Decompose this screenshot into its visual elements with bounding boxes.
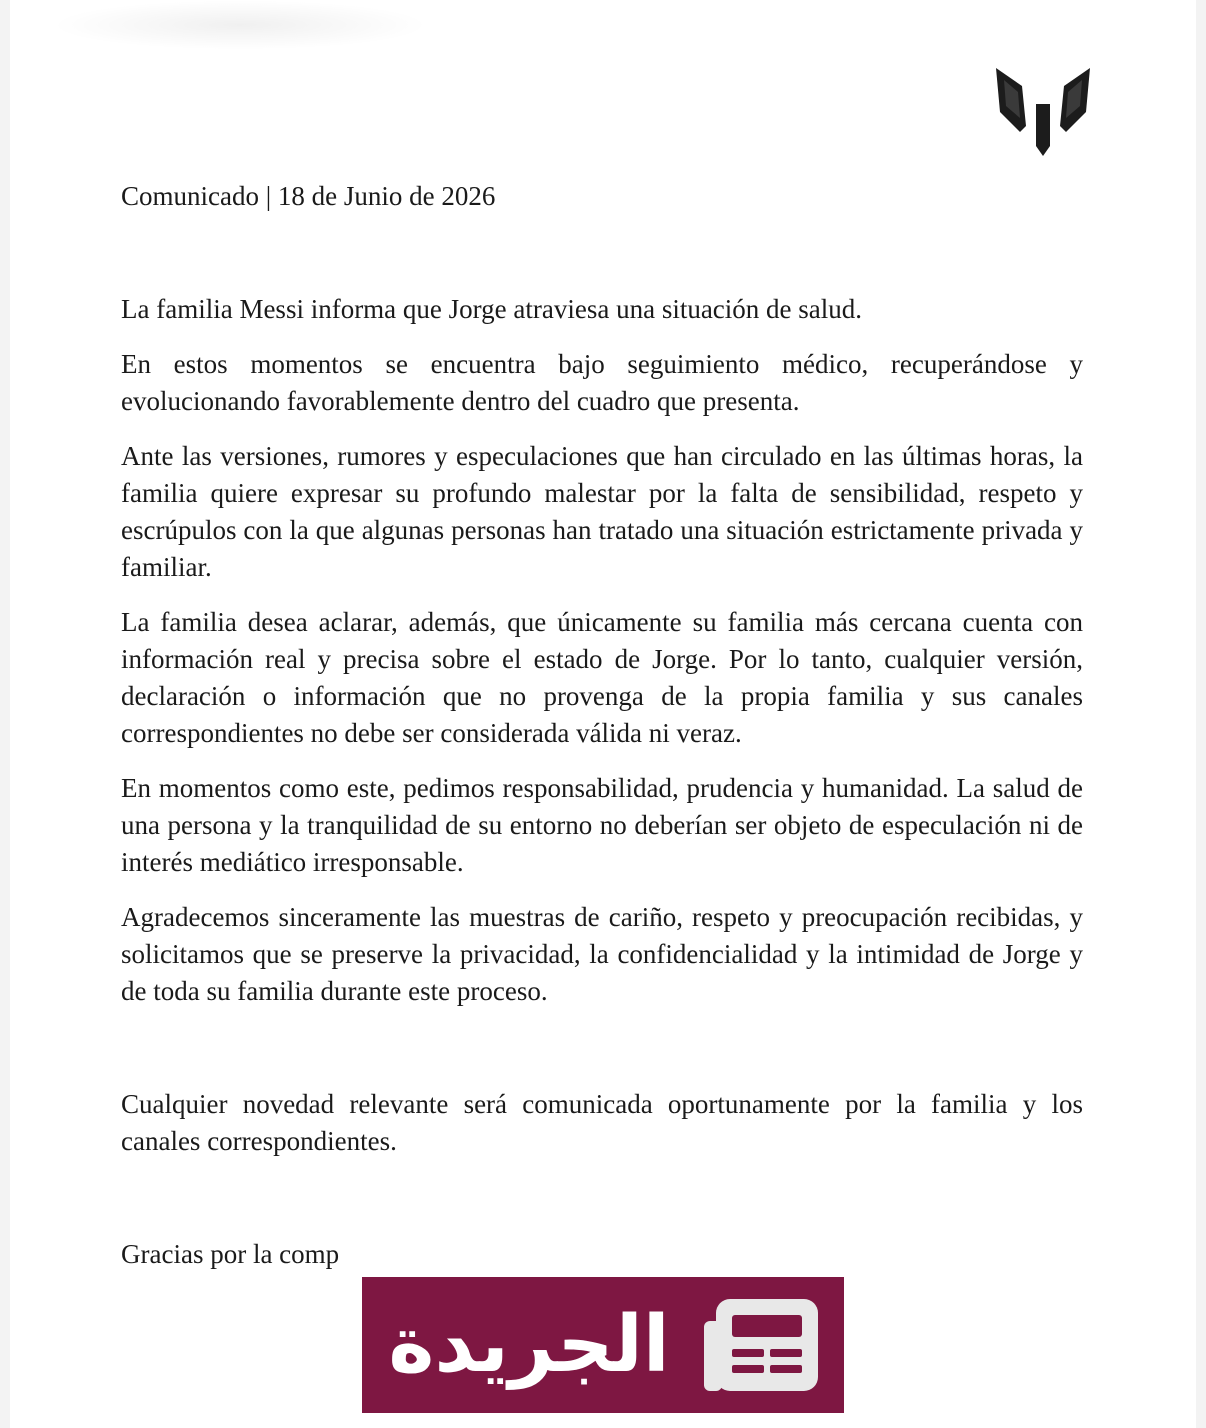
- paragraph: La familia desea aclarar, además, que únicamente su familia más cercana cuenta con información real y precisa sobre el estado de Jorge. Por lo tanto, cualquier versión, declaración o información que no provenga de la propia familia y sus canales correspondientes no debe ser considerada válida ni veraz.: [121, 607, 1083, 748]
- paragraph: Ante las versiones, rumores y especulaciones que han circulado en las últimas horas, la familia quiere expresar su profundo malestar por la falta de sensibilidad, respeto y escrúpulos con la que algunas personas han tratado una situación estrictamente privada y familiar.: [121, 441, 1083, 582]
- watermark-text: الجريدة: [388, 1300, 670, 1390]
- paragraph: En estos momentos se encuentra bajo seguimiento médico, recuperándose y evolucionando favorablemente dentro del cuadro que presenta.: [121, 349, 1083, 416]
- paragraph: Agradecemos sinceramente las muestras de cariño, respeto y preocupación recibidas, y solicitamos que se preserve la privacidad, la confidencialidad y la intimidad de Jorge y de toda su familia durante este proceso.: [121, 902, 1083, 1006]
- thanks-line: Gracias por la comp: [121, 1239, 340, 1269]
- page-shadow: [50, 0, 430, 50]
- letter-body: [121, 178, 1083, 1273]
- letter-header: Comunicado | 18 de Junio de 2026: [121, 181, 496, 211]
- paragraph: En momentos como este, pedimos responsabilidad, prudencia y humanidad. La salud de una persona y la tranquilidad de su entorno no deberían ser objeto de especulación ni de interés mediático irresponsable.: [121, 773, 1083, 877]
- paragraph: La familia Messi informa que Jorge atraviesa una situación de salud.: [121, 294, 863, 324]
- messi-logo-icon: [992, 66, 1094, 158]
- newspaper-icon: [704, 1299, 818, 1391]
- document-page: [10, 0, 1196, 1428]
- publisher-watermark: [362, 1277, 844, 1413]
- closing-note: Cualquier novedad relevante será comunicada oportunamente por la familia y los canales correspondientes.: [121, 1089, 1083, 1156]
